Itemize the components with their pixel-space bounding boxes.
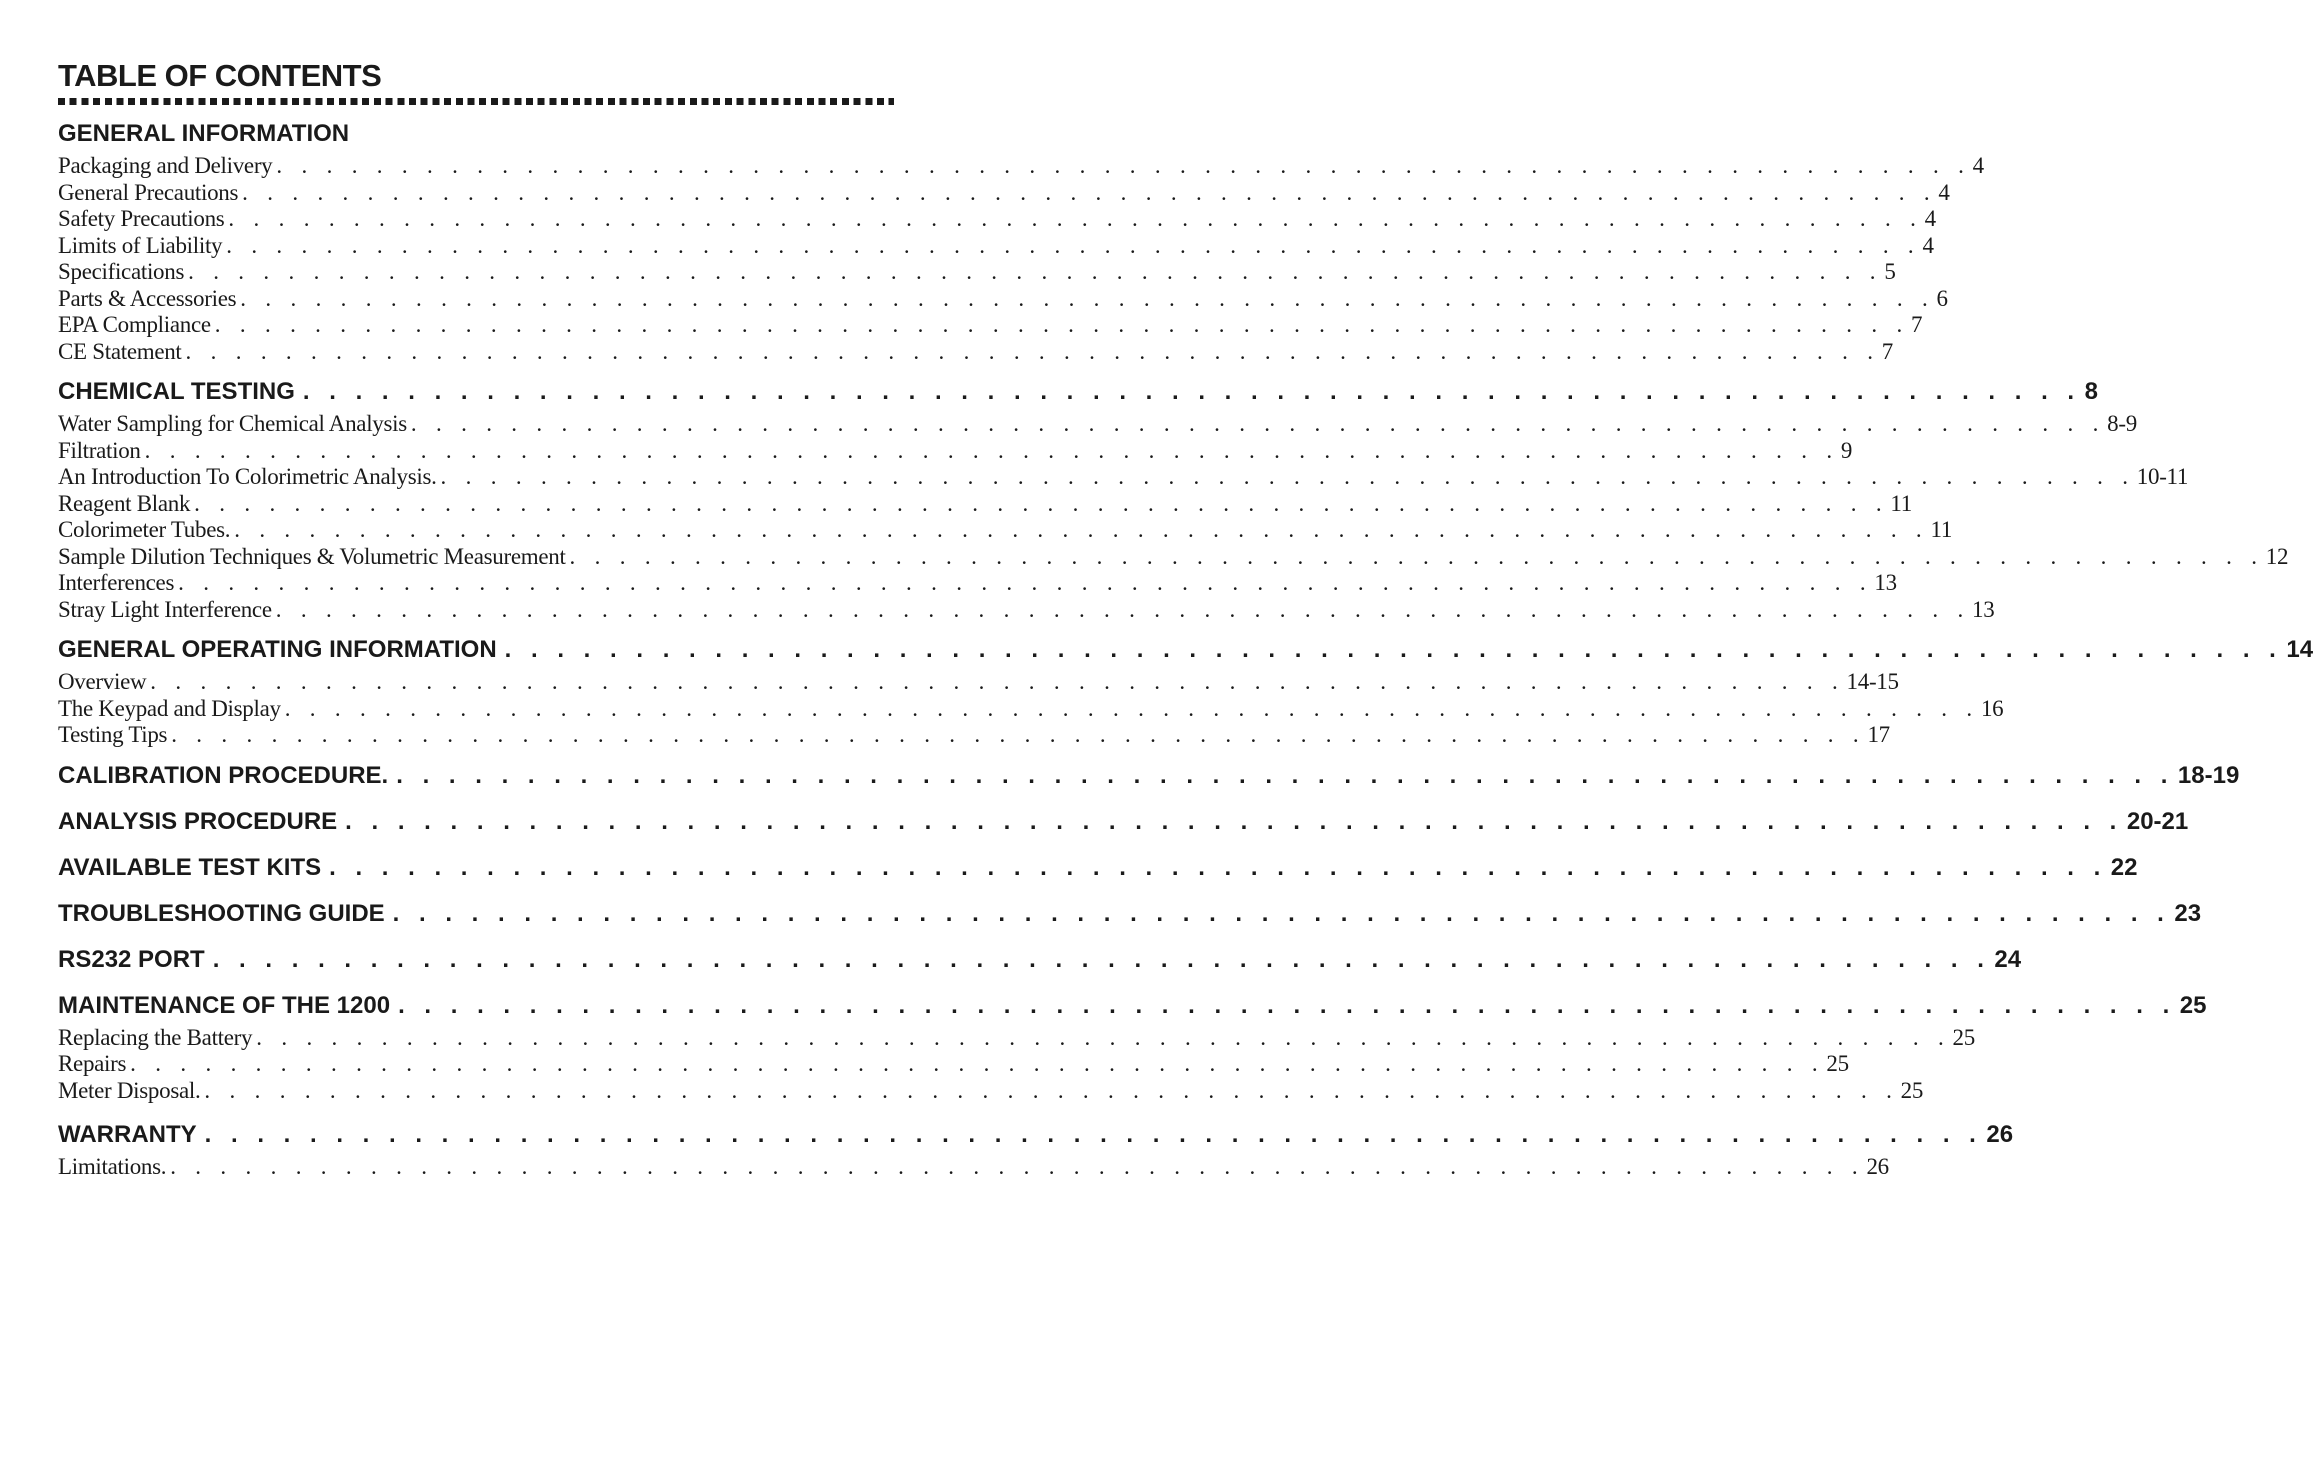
dot-leader: . . . . . . . . . . . . . . . . . . . . . . . . . . . . . . . . . . . . . . . . . . . . . . . . . . . . . . . . . . . . . . . . . . . . [398, 991, 2176, 1019]
toc-section [58, 853, 2138, 883]
section-page-number: 25 [2179, 991, 2207, 1019]
toc-entry[interactable] [58, 206, 1936, 233]
section-heading-label: MAINTENANCE OF THE 1200 [58, 991, 391, 1019]
entry-label: Overview [58, 669, 147, 694]
section-page-number: 14 [2286, 636, 2313, 663]
dot-leader: . . . . . . . . . . . . . . . . . . . . . . . . . . . . . . . . . . . . . . . . . . . . . . . . . . . . . . . . . . . . . . . . . . . . [170, 1154, 1865, 1179]
section-page-number: 20-21 [2126, 807, 2189, 835]
dot-leader: . . . . . . . . . . . . . . . . . . . . . . . . . . . . . . . . . . . . . . . . . . . . . . . . . . . . . . . . . . . . . . . . . . . . [302, 378, 2081, 405]
toc-entry[interactable] [58, 669, 1899, 696]
dot-leader: . . . . . . . . . . . . . . . . . . . . . . . . . . . . . . . . . . . . . . . . . . . . . . . . . . . . . . . . . . . . . . . . . . . . [226, 232, 1921, 258]
entry-label: Specifications [58, 259, 185, 284]
entry-label: Interferences [58, 570, 175, 595]
dot-leader: . . . . . . . . . . . . . . . . . . . . . . . . . . . . . . . . . . . . . . . . . . . . . . . . . . . . . . . . . . . . . . . . . . . . [204, 1077, 1899, 1103]
entry-page-number: 9 [1840, 437, 1853, 463]
section-heading-label: GENERAL INFORMATION [58, 120, 350, 147]
section-page-number: 8 [2084, 378, 2098, 405]
section-heading[interactable] [58, 945, 2022, 975]
dot-leader: . . . . . . . . . . . . . . . . . . . . . . . . . . . . . . . . . . . . . . . . . . . . . . . . . . . . . . . . . . . . . . . . . . . . [188, 259, 1883, 284]
toc-entry[interactable] [58, 285, 1948, 313]
dot-leader: . . . . . . . . . . . . . . . . . . . . . . . . . . . . . . . . . . . . . . . . . . . . . . . . . . . . . . . . . . . . . . . . . . . . [130, 1051, 1825, 1076]
section-page-number: 18-19 [2177, 761, 2240, 789]
toc-section [58, 991, 2207, 1105]
entry-page-number: 25 [1900, 1077, 1924, 1103]
section-heading-label: AVAILABLE TEST KITS [58, 853, 322, 881]
entry-label: Limits of Liability [58, 232, 223, 258]
toc-entry[interactable] [58, 1154, 1889, 1181]
section-heading[interactable] [58, 635, 2313, 665]
toc-entry[interactable] [58, 1024, 1975, 1052]
entry-page-number: 17 [1867, 722, 1890, 747]
dot-leader: . . . . . . . . . . . . . . . . . . . . . . . . . . . . . . . . . . . . . . . . . . . . . . . . . . . . . . . . . . . . . . . . . . . . [329, 853, 2107, 881]
toc-entry[interactable] [58, 490, 1912, 518]
dot-leader: . . . . . . . . . . . . . . . . . . . . . . . . . . . . . . . . . . . . . . . . . . . . . . . . . . . . . . . . . . . . . . . . . . . . [144, 437, 1839, 463]
entry-label: Sample Dilution Techniques & Volumetric Measurement [58, 543, 566, 569]
entry-label: Filtration [58, 437, 141, 463]
section-heading[interactable] [58, 991, 2207, 1021]
entry-page-number: 7 [1881, 338, 1893, 364]
toc-entry[interactable] [58, 312, 1923, 339]
toc-section [58, 761, 2240, 791]
entry-page-number: 16 [1980, 695, 2004, 721]
entry-page-number: 8-9 [2107, 411, 2137, 436]
entry-label: Stray Light Interference [58, 596, 272, 622]
section-page-number: 23 [2174, 899, 2202, 927]
entry-label: Parts & Accessories [58, 285, 237, 311]
entry-label: Repairs [58, 1051, 127, 1076]
dot-leader: . . . . . . . . . . . . . . . . . . . . . . . . . . . . . . . . . . . . . . . . . . . . . . . . . . . . . . . . . . . . . . . . . . . . [345, 807, 2123, 835]
entry-label: Limitations. [58, 1154, 167, 1179]
dot-leader: . . . . . . . . . . . . . . . . . . . . . . . . . . . . . . . . . . . . . . . . . . . . . . . . . . . . . . . . . . . . . . . . . . . . [275, 596, 1970, 622]
section-page-number: 22 [2110, 853, 2138, 881]
section-entries [58, 153, 1984, 365]
dot-leader: . . . . . . . . . . . . . . . . . . . . . . . . . . . . . . . . . . . . . . . . . . . . . . . . . . . . . . . . . . . . . . . . . . . . [204, 1121, 1983, 1148]
section-entries [58, 669, 2004, 749]
toc-entry[interactable] [58, 179, 1950, 207]
dot-leader: . . . . . . . . . . . . . . . . . . . . . . . . . . . . . . . . . . . . . . . . . . . . . . . . . . . . . . . . . . . . . . . . . . . . [396, 761, 2174, 789]
dot-leader: . . . . . . . . . . . . . . . . . . . . . . . . . . . . . . . . . . . . . . . . . . . . . . . . . . . . . . . . . . . . . . . . . . . . [569, 543, 2264, 569]
section-heading[interactable] [58, 119, 894, 149]
dot-leader: . . . . . . . . . . . . . . . . . . . . . . . . . . . . . . . . . . . . . . . . . . . . . . . . . . . . . . . . . . . . . . . . . . . . [185, 338, 1880, 364]
section-heading-label: WARRANTY [58, 1121, 197, 1148]
toc-section [58, 807, 2189, 837]
section-heading[interactable] [58, 1120, 2014, 1150]
entry-page-number: 6 [1936, 285, 1948, 311]
entry-page-number: 13 [1874, 570, 1897, 595]
entry-page-number: 14-15 [1846, 669, 1899, 694]
toc-entry[interactable] [58, 1051, 1849, 1078]
toc-entry[interactable] [58, 1077, 1924, 1105]
dot-leader: . . . . . . . . . . . . . . . . . . . . . . . . . . . . . . . . . . . . . . . . . . . . . . . . . . . . . . . . . . . . . . . . . . . . [240, 285, 1935, 311]
section-heading-label: GENERAL OPERATING INFORMATION [58, 636, 497, 663]
toc-entry[interactable] [58, 517, 1953, 544]
toc-entry[interactable] [58, 232, 1934, 260]
entry-label: CE Statement [58, 338, 182, 364]
toc-body [58, 119, 2313, 1181]
entry-label: Replacing the Battery [58, 1024, 253, 1050]
toc-section [58, 119, 1984, 365]
entry-page-number: 5 [1884, 259, 1896, 284]
entry-label: Reagent Blank [58, 490, 191, 516]
dot-leader: . . . . . . . . . . . . . . . . . . . . . . . . . . . . . . . . . . . . . . . . . . . . . . . . . . . . . . . . . . . . . . . . . . . . [256, 1024, 1951, 1050]
toc-section [58, 635, 2313, 749]
dot-leader: . . . . . . . . . . . . . . . . . . . . . . . . . . . . . . . . . . . . . . . . . . . . . . . . . . . . . . . . . . . . . . . . . . . . [242, 179, 1937, 205]
entry-page-number: 4 [1924, 206, 1936, 231]
toc-section [58, 899, 2202, 929]
toc-entry[interactable] [58, 543, 2289, 571]
entry-page-number: 25 [1952, 1024, 1975, 1050]
entry-page-number: 13 [1972, 596, 1995, 622]
entry-label: EPA Compliance [58, 312, 211, 337]
section-heading[interactable] [58, 807, 2189, 837]
section-heading-label: CALIBRATION PROCEDURE. [58, 761, 389, 789]
toc-entry[interactable] [58, 411, 2137, 438]
toc-page [58, 58, 2313, 1181]
dot-leader: . . . . . . . . . . . . . . . . . . . . . . . . . . . . . . . . . . . . . . . . . . . . . . . . . . . . . . . . . . . . . . . . . . . . [440, 464, 2135, 489]
section-heading-label: ANALYSIS PROCEDURE [58, 807, 338, 835]
dot-leader: . . . . . . . . . . . . . . . . . . . . . . . . . . . . . . . . . . . . . . . . . . . . . . . . . . . . . . . . . . . . . . . . . . . . [194, 490, 1889, 516]
section-heading[interactable] [58, 899, 2202, 929]
toc-entry[interactable] [58, 695, 2004, 723]
section-entries [58, 411, 2289, 623]
section-heading[interactable] [58, 761, 2240, 791]
entry-page-number: 11 [1890, 490, 1912, 516]
dot-leader: . . . . . . . . . . . . . . . . . . . . . . . . . . . . . . . . . . . . . . . . . . . . . . . . . . . . . . . . . . . . . . . . . . . . [214, 312, 1910, 337]
entry-page-number: 4 [1922, 232, 1934, 258]
entry-label: Packaging and Delivery [58, 153, 273, 178]
dot-leader: . . . . . . . . . . . . . . . . . . . . . . . . . . . . . . . . . . . . . . . . . . . . . . . . . . . . . . . . . . . . . . . . . . . . [276, 153, 1971, 178]
dot-leader: . . . . . . . . . . . . . . . . . . . . . . . . . . . . . . . . . . . . . . . . . . . . . . . . . . . . . . . . . . . . . . . . . . . . [178, 570, 1873, 595]
toc-entry[interactable] [58, 338, 1893, 366]
entry-label: An Introduction To Colorimetric Analysis. [58, 464, 437, 489]
entry-page-number: 7 [1911, 312, 1923, 337]
dot-leader: . . . . . . . . . . . . . . . . . . . . . . . . . . . . . . . . . . . . . . . . . . . . . . . . . . . . . . . . . . . . . . . . . . . . [410, 411, 2106, 436]
toc-entry[interactable] [58, 153, 1984, 180]
dot-leader: . . . . . . . . . . . . . . . . . . . . . . . . . . . . . . . . . . . . . . . . . . . . . . . . . . . . . . . . . . . . . . . . . . . . [171, 722, 1866, 747]
toc-entry[interactable] [58, 464, 2189, 491]
dot-leader: . . . . . . . . . . . . . . . . . . . . . . . . . . . . . . . . . . . . . . . . . . . . . . . . . . . . . . . . . . . . . . . . . . . . [504, 636, 2283, 663]
entry-page-number: 4 [1938, 179, 1950, 205]
section-entries [58, 1154, 1889, 1181]
toc-entry[interactable] [58, 259, 1896, 286]
section-entries [58, 1024, 1975, 1105]
dot-leader: . . . . . . . . . . . . . . . . . . . . . . . . . . . . . . . . . . . . . . . . . . . . . . . . . . . . . . . . . . . . . . . . . . . . [392, 899, 2171, 927]
toc-entry[interactable] [58, 437, 1853, 465]
entry-label: The Keypad and Display [58, 695, 281, 721]
entry-label: Meter Disposal. [58, 1077, 201, 1103]
section-heading-label: CHEMICAL TESTING [58, 378, 295, 405]
dot-leader: . . . . . . . . . . . . . . . . . . . . . . . . . . . . . . . . . . . . . . . . . . . . . . . . . . . . . . . . . . . . . . . . . . . . [284, 695, 1979, 721]
toc-title: TABLE OF CONTENTS [58, 58, 382, 93]
entry-page-number: 11 [1930, 517, 1953, 542]
entry-label: Water Sampling for Chemical Analysis [58, 411, 407, 436]
toc-entry[interactable] [58, 570, 1897, 597]
section-heading[interactable] [58, 853, 2138, 883]
dot-leader: . . . . . . . . . . . . . . . . . . . . . . . . . . . . . . . . . . . . . . . . . . . . . . . . . . . . . . . . . . . . . . . . . . . . [228, 206, 1923, 231]
entry-page-number: 12 [2265, 543, 2289, 569]
entry-page-number: 4 [1972, 153, 1984, 178]
section-heading[interactable] [58, 377, 2098, 407]
entry-page-number: 25 [1826, 1051, 1849, 1076]
dot-leader: . . . . . . . . . . . . . . . . . . . . . . . . . . . . . . . . . . . . . . . . . . . . . . . . . . . . . . . . . . . . . . . . . . . . [234, 517, 1929, 542]
toc-entry[interactable] [58, 722, 1890, 749]
toc-entry[interactable] [58, 596, 1995, 624]
entry-label: Colorimeter Tubes. [58, 517, 231, 542]
toc-section [58, 1120, 2014, 1181]
toc-section [58, 945, 2022, 975]
entry-label: Testing Tips [58, 722, 168, 747]
section-heading-label: RS232 PORT [58, 945, 205, 973]
section-heading-label: TROUBLESHOOTING GUIDE [58, 899, 385, 927]
entry-page-number: 10-11 [2136, 464, 2189, 489]
entry-label: Safety Precautions [58, 206, 225, 231]
entry-page-number: 26 [1866, 1154, 1889, 1179]
title-dotted-rule [58, 98, 894, 105]
section-page-number: 26 [1986, 1121, 2014, 1148]
section-page-number: 24 [1994, 945, 2022, 973]
dot-leader: . . . . . . . . . . . . . . . . . . . . . . . . . . . . . . . . . . . . . . . . . . . . . . . . . . . . . . . . . . . . . . . . . . . . [150, 669, 1845, 694]
dot-leader: . . . . . . . . . . . . . . . . . . . . . . . . . . . . . . . . . . . . . . . . . . . . . . . . . . . . . . . . . . . . . . . . . . . . [212, 945, 1991, 973]
toc-section [58, 377, 2289, 623]
entry-label: General Precautions [58, 179, 239, 205]
